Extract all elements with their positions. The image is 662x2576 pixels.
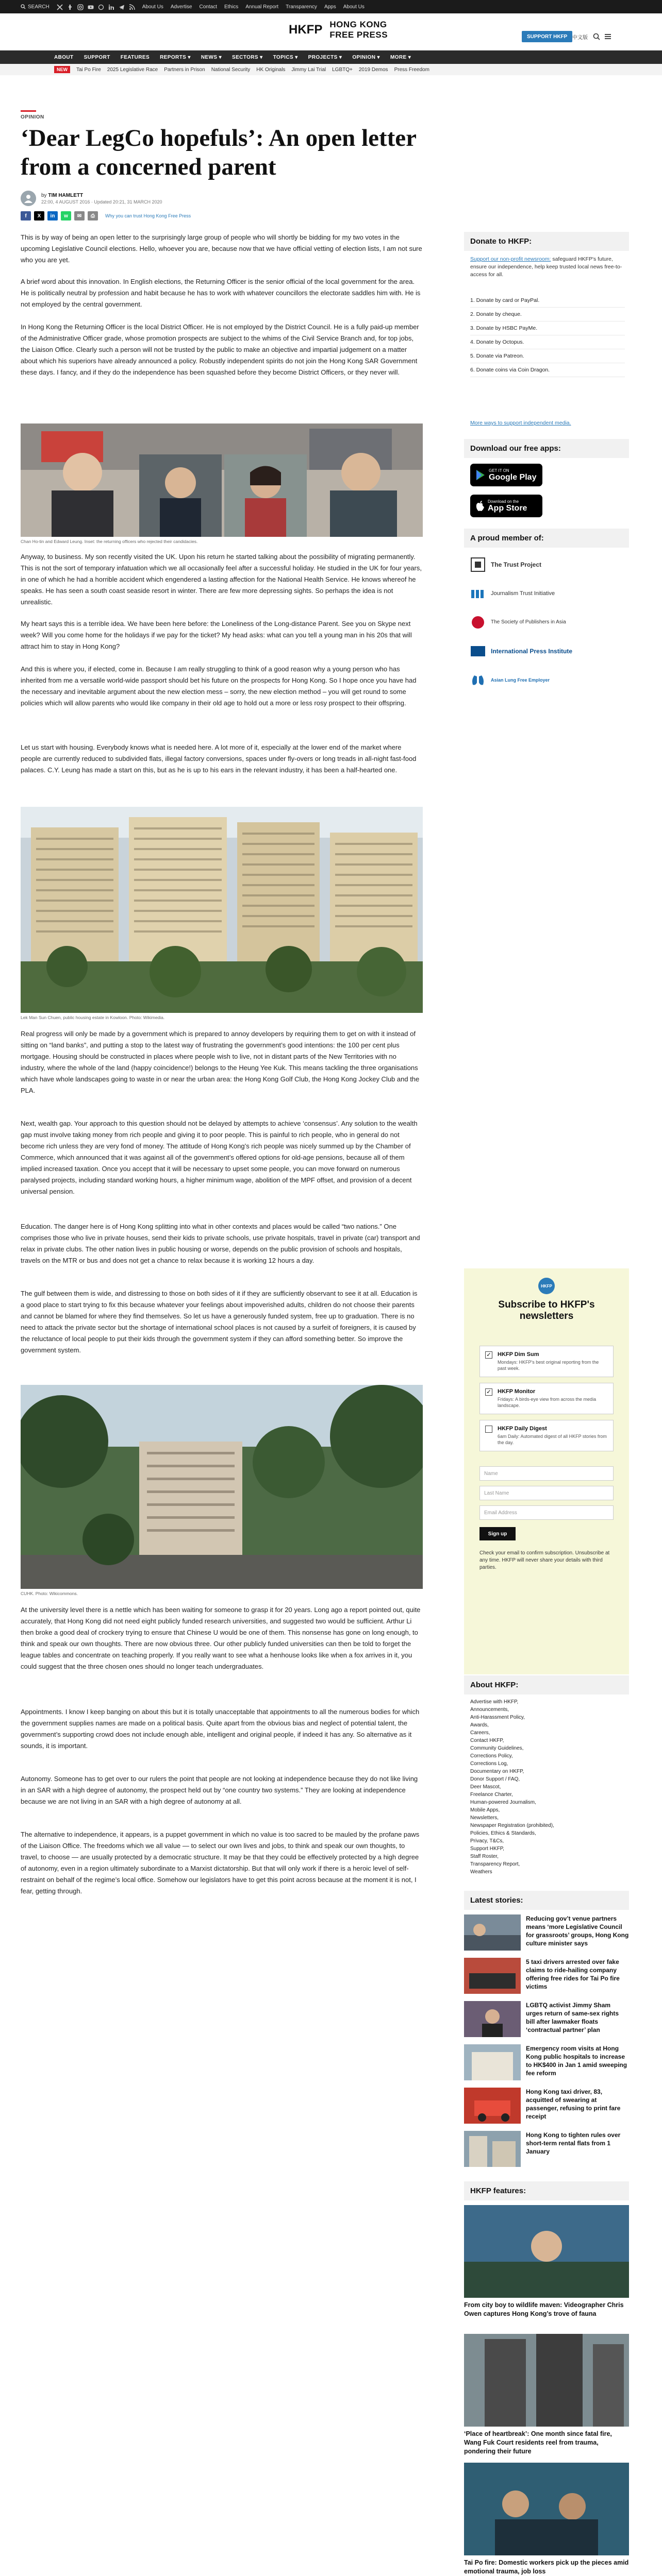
trend-link[interactable]: Tai Po Fire: [76, 66, 101, 73]
story-thumbnail: [464, 2044, 521, 2080]
about-link[interactable]: Documentary on HKFP,: [470, 1769, 524, 1774]
menu-icon[interactable]: [604, 33, 611, 40]
donate-options: [470, 294, 625, 377]
search-icon: [21, 4, 26, 9]
trend-link[interactable]: Press Freedom: [394, 66, 429, 73]
trend-link[interactable]: 2025 Legislative Race: [107, 66, 158, 73]
donate-option[interactable]: 2. Donate by cheque.: [470, 308, 625, 321]
apps-heading: Download our free apps:: [464, 439, 629, 458]
story-title: Reducing gov’t venue partners means ‘more Legislative Council for grassroots’ groups, Hong Kong culture minister says: [526, 1915, 629, 1947]
trending-bar: [0, 64, 662, 75]
article-paragraph: Anyway, to business. My son recently visited the UK. Upon his return he started talking about the possibility of migrating permanently. This is not the sort of temporary infatuation which we all occasionally feel after a successful holiday. He studied in the UK for four years, in one of which he had a horrible accident which engendered a lasting affection for the National Health Service. He knows whereof he speaks. He has seen a south coast seaside resort in winter. There are few more depressing sights. So perhaps the idea is not unrealistic.: [21, 553, 422, 606]
site-header: [0, 13, 662, 50]
util-link-transparency[interactable]: Transparency: [286, 4, 317, 10]
x-icon[interactable]: [57, 4, 63, 10]
util-link-contact[interactable]: Contact: [199, 4, 217, 10]
about-link[interactable]: Advertise with HKFP,: [470, 1699, 519, 1705]
newsletter-option-dim-sum[interactable]: [479, 1346, 614, 1377]
article-paragraph: This is by way of being an open letter to the surprisingly large group of people who will shortly be bidding for my two votes in the upcoming Legislative Council elections. Hello, whoever you are, because now that we have official vetting of election lists, I am not sure who you are yet.: [21, 233, 422, 264]
share-whatsapp-button[interactable]: w: [61, 211, 71, 221]
lung-logo: [470, 672, 486, 688]
nav-projects[interactable]: PROJECTS ▾: [308, 54, 342, 60]
trend-link[interactable]: LGBTQ+: [332, 66, 353, 73]
share-row: [21, 211, 191, 221]
nav-features[interactable]: FEATURES: [120, 54, 150, 60]
trend-link[interactable]: Partners in Prison: [164, 66, 205, 73]
donate-heading: Donate to HKFP:: [464, 232, 629, 251]
option-name: HKFP Monitor: [498, 1388, 536, 1395]
share-print-button[interactable]: ⎙: [88, 211, 98, 221]
story-thumbnail: [464, 2131, 521, 2167]
about-links: [470, 1698, 625, 1876]
nav-opinion[interactable]: OPINION ▾: [352, 54, 380, 60]
about-link[interactable]: Policies, Ethics & Standards,: [470, 1831, 536, 1836]
about-link[interactable]: Human-powered Journalism,: [470, 1800, 536, 1805]
search-toggle[interactable]: [21, 4, 49, 10]
article-paragraph: A brief word about this innovation. In English elections, the Returning Officer is the senior official of the local government for the area. He is politically neutral by profession and habit because he has to work with whatever councillors the electorate saddles him with. He is not employed by the central government.: [21, 278, 421, 308]
latest-story[interactable]: [464, 2044, 629, 2082]
article-paragraph: And this is where you, if elected, come in. Because I am really struggling to think of a good reason why a young person who has inherited from me a versatile world-wide passport should bet his future on the prospects for Hong Kong. So I hope once you have had the necessary and inevitable argument about the new election mess – sorry, the new election method – you will get round to some policies which will allow parents who would like company in their old age to hold out a more or less rosy prospect to their offspring.: [21, 665, 417, 707]
trend-link[interactable]: 2019 Demos: [358, 66, 388, 73]
about-link[interactable]: Donor Support / FAQ,: [470, 1776, 520, 1782]
article-title: ‘Dear LegCo hopefuls’: An open letter from a concerned parent: [21, 125, 417, 180]
option-name: HKFP Daily Digest: [498, 1426, 547, 1432]
author-name[interactable]: TIM HAMLETT: [48, 192, 84, 198]
latest-story[interactable]: [464, 1958, 629, 1996]
feature-title: ‘Place of heartbreak’: One month since fatal fire, Wang Fuk Court residents reel from trauma, pondering their future: [464, 2430, 612, 2455]
about-link[interactable]: Corrections Log,: [470, 1761, 508, 1767]
latest-story[interactable]: [464, 2131, 629, 2169]
feature-image: [464, 2463, 629, 2555]
photo-caption: CUHK. Photo: Wikicommons.: [21, 1591, 78, 1596]
util-link-ethics[interactable]: Ethics: [224, 4, 239, 10]
donate-intro-link[interactable]: Support our non-profit newsroom:: [470, 256, 551, 262]
about-link[interactable]: Contact HKFP,: [470, 1738, 504, 1743]
article-photo-cuhk: [21, 1385, 423, 1589]
story-thumbnail: [464, 2088, 521, 2124]
about-link[interactable]: Staff Roster,: [470, 1854, 499, 1859]
about-heading: About HKFP:: [464, 1675, 629, 1694]
donate-option[interactable]: 1. Donate by card or PayPal.: [470, 294, 625, 308]
donate-intro: [470, 256, 625, 279]
nav-news[interactable]: NEWS ▾: [201, 54, 222, 60]
story-title: Hong Kong to tighten rules over short-term rental flats from 1 January: [526, 2131, 621, 2155]
author-prefix: by: [41, 192, 47, 198]
photo-caption: Chan Ho-tin and Edward Leung. Inset: the returning officers who rejected their candidacies.: [21, 539, 198, 544]
member-label: The Trust Project: [491, 561, 542, 568]
donate-option[interactable]: 5. Donate via Patreon.: [470, 349, 625, 363]
about-link[interactable]: Announcements,: [470, 1707, 509, 1713]
article-paragraph: In Hong Kong the Returning Officer is the local District Officer. He is not employed by the District Council. He is a fully paid-up member of the Administrative Officer grade, whose promotion prospects are subject to the whims of the Civil Service Branch and, for top jobs, the Liaison Office. Clearly such a person will not be trusted by the public to make an objective and impartial judgement on a matter about which his superiors have already announced a policy. Robustly independent spirits do not join the Hong Kong SAR Government these days. I fancy, and if they do the independence has been squashed before they become District Officers, or they never will.: [21, 323, 419, 376]
app-store-small: Download on the: [488, 499, 519, 504]
about-link[interactable]: Support HKFP,: [470, 1846, 504, 1852]
latest-story[interactable]: [464, 1914, 629, 1953]
linkedin-icon[interactable]: [108, 4, 114, 10]
about-link[interactable]: Privacy, T&Cs,: [470, 1838, 504, 1844]
app-store-button[interactable]: [470, 495, 542, 517]
features-heading: HKFP features:: [464, 2181, 629, 2200]
member-label: The Society of Publishers in Asia: [491, 619, 566, 625]
option-desc: 6am Daily: Automated digest of all HKFP stories from the day.: [498, 1434, 607, 1445]
member-sopa[interactable]: [470, 611, 625, 634]
story-thumbnail: [464, 2001, 521, 2037]
option-name: HKFP Dim Sum: [498, 1351, 539, 1358]
author-avatar[interactable]: [21, 191, 36, 206]
newsletter-option-monitor[interactable]: [479, 1383, 614, 1414]
donate-option[interactable]: 4. Donate by Octopus.: [470, 335, 625, 349]
share-linkedin-button[interactable]: in: [47, 211, 58, 221]
photo-caption: Lek Man Sun Chuen, public housing estate in Kowloon. Photo: Wikimedia.: [21, 1015, 165, 1020]
updated-date: Updated 20:21, 31 MARCH 2020: [94, 199, 162, 205]
option-desc: Mondays: HKFP's best original reporting from the past week.: [498, 1360, 599, 1371]
threads-icon[interactable]: [98, 4, 104, 10]
member-jti[interactable]: [470, 582, 625, 605]
util-link-about[interactable]: About Us: [142, 4, 163, 10]
about-link[interactable]: Corrections Policy,: [470, 1753, 513, 1759]
util-link-about-us[interactable]: About Us: [343, 4, 365, 10]
trend-link[interactable]: HK Originals: [256, 66, 286, 73]
article-photo-housing-estate: [21, 807, 423, 1013]
email-input[interactable]: Email Address: [479, 1505, 614, 1520]
nav-about[interactable]: ABOUT: [54, 54, 74, 60]
share-x-button[interactable]: X: [34, 211, 44, 221]
feature-title: Tai Po fire: Domestic workers pick up the pieces amid emotional trauma, job loss: [464, 2559, 629, 2575]
member-label: Journalism Trust Initiative: [491, 590, 555, 597]
feature-image: [464, 2205, 629, 2298]
trend-link[interactable]: Jimmy Lai Trial: [291, 66, 326, 73]
story-thumbnail: [464, 1958, 521, 1994]
article-paragraph: Real progress will only be made by a government which is prepared to annoy developers by requiring them to get on with it instead of sitting on “land banks”, and putting a stop to the latest way of frustrating the government’s good intentions: the 100 per cent plus mortgage. Housing should be constructed in places where people wish to live, not in distant parts of the New Territories with no industry, where the whole of the land (happy coincidence!) belongs to the Heung Yee Kuk. This means tackling the three organisations which have whole landscapes going to waste in or near the urban area: the Hong Kong Golf Club, the Hong Kong Jockey Club and the PLA.: [21, 1030, 420, 1094]
donate-option[interactable]: 6. Donate coins via Coin Dragon.: [470, 363, 625, 377]
google-play-icon: [475, 469, 486, 481]
article-paragraph: Education. The danger here is of Hong Kong splitting into what in other contexts and places would be called “two nations.” One comprises those who live in private houses, send their kids to private schools, use private hospitals, travel in private (car) transport and relax in private clubs. The other nation lives in public housing or worse, depends on the public provision of schools and hospitals, travels on the MTR or bus and does not get a chance to relax because it is working 12 hours a day.: [21, 1223, 420, 1264]
member-trust-project[interactable]: [470, 553, 625, 576]
about-link[interactable]: Mobile Apps,: [470, 1807, 500, 1813]
about-link[interactable]: Newsletters,: [470, 1815, 499, 1821]
article-paragraph: Next, wealth gap. Your approach to this question should not be delayed by attempts to achieve ‘consensus’. Any solution to the wealth gap must involve taking money from rich people and giving it to poor people. This is painful to rich people, who in general do not become rich unless they are very fond of money. The attitude of Hong Kong’s rich people was nicely summed up by the Chamber of Commerce, which announced that it was against all of the government’s offered options for old-age pensions, because all of them implied increased taxation. Once you accept that it will be necessary to upset some people, you can move forward on numerous paralysed projects, including standard working hours, a higher minimum wage, abolition of the MPF offset, and provision of a decent universal pension.: [21, 1120, 418, 1195]
member-ipi[interactable]: [470, 640, 625, 663]
top-utility-bar: [0, 0, 662, 13]
sign-up-button[interactable]: Sign up: [479, 1527, 516, 1540]
about-link[interactable]: Awards,: [470, 1722, 489, 1728]
latest-story[interactable]: [464, 2001, 629, 2039]
feature-title: From city boy to wildlife maven: Videographer Chris Owen captures Hong Kong’s trove of fauna: [464, 2301, 624, 2317]
donate-option[interactable]: 3. Donate by HSBC PayMe.: [470, 321, 625, 335]
logo-line-2: FREE PRESS: [329, 30, 388, 40]
social-links: [57, 4, 135, 10]
trend-link[interactable]: National Security: [211, 66, 251, 73]
about-link[interactable]: Newspaper Registration (prohibited),: [470, 1823, 554, 1828]
section-label[interactable]: OPINION: [21, 114, 44, 120]
article-paragraph: The alternative to independence, it appears, is a puppet government in which no value is too sacred to be mauled by the profane paws of the Liaison Office. The freedoms which we all value — to select our own lives and jobs, to think and speak our own thoughts, to travel, to choose — are usually protected by a democratic structure. It may be that they could be effectively protected by a high degree of autonomy, even in a region ultimately subordinate to a Marxist dictatorship. But that will only work if there is a heroic level of self-restraint on behalf of the regime’s local office. Somehow our legislators have to get this point across because at the moment it is not, I fear, getting through.: [21, 1831, 420, 1895]
article-paragraph: Let us start with housing. Everybody knows what is needed here. A lot more of it, especially at the lower end of the market where people are currently reduced to subdivided flats, illegal factory conversions, spaces under fly-overs or long treads in all-night fast-food palaces. C.Y. Leung has made a start on this, but as he is up to his ears in the relevant industry, it has been a half-hearted one.: [21, 743, 417, 774]
newsletter-option-daily-digest[interactable]: [479, 1420, 614, 1451]
nav-support[interactable]: SUPPORT: [84, 54, 110, 60]
article-paragraph: My heart says this is a terrible idea. We have been here before: the Loneliness of the Long-distance Parent. See you on Skype next week? Will you come home for the holidays if we pay for the ticket? My head asks: what can you tell a young man in his 20s that will attract him to stay in Hong Kong?: [21, 620, 412, 650]
about-link[interactable]: Deer Mascot,: [470, 1784, 501, 1790]
section-rule: [21, 110, 36, 112]
story-title: LGBTQ activist Jimmy Sham urges return of same-sex rights bill after lawmaker floats ‘contractual partner’ plan: [526, 2002, 619, 2033]
site-logo[interactable]: [289, 20, 388, 40]
feature-story[interactable]: [464, 2334, 629, 2456]
util-link-advertise[interactable]: Advertise: [170, 4, 192, 10]
newsletter-note: Check your email to confirm subscription. Unsubscribe at any time. HKFP will never share your details with third parties.: [479, 1550, 610, 1570]
sopa-logo: [470, 615, 486, 630]
byline: by TIM HAMLETT 22:00, 4 AUGUST 2016 · Updated 20:21, 31 MARCH 2020: [21, 191, 162, 206]
share-email-button[interactable]: ✉: [74, 211, 85, 221]
member-label: International Press Institute: [491, 648, 573, 655]
trust-project-logo: [470, 557, 486, 572]
main-navigation: [0, 50, 662, 64]
last-name-input[interactable]: Last Name: [479, 1486, 614, 1500]
donate-intro-text: safeguard HKFP's future, ensure our independence, help keep trusted local news free-to-access for all.: [470, 256, 622, 278]
nav-topics[interactable]: TOPICS ▾: [273, 54, 298, 60]
about-link[interactable]: Careers,: [470, 1730, 490, 1736]
youtube-icon[interactable]: [88, 4, 94, 10]
jti-logo: [470, 586, 486, 601]
story-title: Emergency room visits at Hong Kong public hospitals to increase to HK$400 in Jan 1 amid sweeping fee reform: [526, 2045, 627, 2077]
new-badge: NEW: [54, 66, 70, 73]
about-link[interactable]: Community Guidelines,: [470, 1745, 524, 1751]
about-link[interactable]: Weathers: [470, 1869, 492, 1875]
latest-story[interactable]: [464, 2088, 629, 2126]
newsletter-title: Subscribe to HKFP's newsletters: [498, 1299, 595, 1321]
article-paragraph: At the university level there is a nettle which has been waiting for someone to grasp it for 20 years. Long ago a report pointed out, quite accurately, that Hong Kong did not need eight publicly funded research universities, and suggested two would be sufficient. Arthur Li then broke a good deal of crockery trying to ensure that Chinese U would be one of them. This nonsense has gone on long enough, to think and speak our own thoughts. There are now obvious three. Our other publicly funded universities can then be told to forget the league tables and concentrate on teaching properly. If you really want to see what a henhouse looks like when a fox arrives in it, you could suggest that the three chosen ones should no longer teach undergraduates.: [21, 1606, 421, 1670]
logo-abbr: HKFP: [289, 23, 323, 37]
language-switch[interactable]: 中文版: [572, 35, 588, 41]
share-facebook-button[interactable]: f: [21, 211, 31, 221]
nav-sectors[interactable]: SECTORS ▾: [232, 54, 263, 60]
google-play-button[interactable]: [470, 464, 542, 486]
util-link-apps[interactable]: Apps: [324, 4, 336, 10]
trust-link[interactable]: Why you can trust Hong Kong Free Press: [105, 213, 191, 218]
feature-image: [464, 2334, 629, 2427]
article-photo-candidates: [21, 423, 423, 537]
donate-more-link[interactable]: More ways to support independent media.: [470, 420, 571, 426]
article-paragraph: The gulf between them is wide, and distressing to those on both sides of it if they are sufficiently observant to see it at all. Education is a good place to start trying to fix this because whatever your feelings about impoverished adults, children do not choose their parents and cannot be blamed for where they find themselves. So let us have a generously funded system, free up to graduation. There is no need to attack the private sector but the shortage of international school places is not caused by a surfeit of foreigners, it is caused by the reluctance of local people to put their kids through the government system if they can afford something better. So improve the government system.: [21, 1290, 418, 1354]
about-link[interactable]: Anti-Harassment Policy,: [470, 1715, 525, 1720]
logo-line-1: HONG KONG: [329, 20, 387, 29]
newsletter-logo: HKFP: [538, 1278, 555, 1294]
about-link[interactable]: Transparency Report,: [470, 1861, 520, 1867]
util-link-annual-report[interactable]: Annual Report: [245, 4, 279, 10]
app-store-big: App Store: [488, 503, 527, 513]
apple-icon: [475, 500, 485, 512]
checkbox[interactable]: [485, 1426, 492, 1433]
google-play-big: Google Play: [489, 472, 537, 482]
checkbox[interactable]: ✓: [485, 1388, 492, 1396]
feature-story[interactable]: [464, 2463, 629, 2576]
latest-heading: Latest stories:: [464, 1891, 629, 1910]
facebook-icon[interactable]: [67, 4, 73, 10]
member-heading: A proud member of:: [464, 529, 629, 548]
story-title: Hong Kong taxi driver, 83, acquitted of swearing at passenger, refusing to print fare receipt: [526, 2088, 621, 2120]
google-play-small: GET IT ON: [489, 468, 509, 473]
search-label: SEARCH: [28, 4, 49, 10]
donate-more: [470, 419, 625, 427]
instagram-icon[interactable]: [77, 4, 84, 10]
support-hkfp-button[interactable]: SUPPORT HKFP: [522, 31, 572, 42]
checkbox[interactable]: ✓: [485, 1351, 492, 1359]
about-link[interactable]: Freelance Charter,: [470, 1792, 513, 1798]
story-title: 5 taxi drivers arrested over fake claims to ride-hailing company offering free rides for Tai Po fire victims: [526, 1958, 620, 1990]
article-paragraph: Appointments. I know I keep banging on about this but it is totally unacceptable that appointments to all the numerous bodies for which the government supplies names are made on a political basis. Quite apart from the obvious bias and neglect of potential talent, the government’s supporting crowd does not include enough able, intelligent and original people, if indeed it has any. So alternative as it sounds, it is important.: [21, 1708, 420, 1750]
member-asian-lung[interactable]: [470, 669, 625, 691]
member-label: Asian Lung Free Employer: [491, 677, 550, 683]
search-icon[interactable]: [593, 33, 600, 40]
nav-reports[interactable]: REPORTS ▾: [160, 54, 191, 60]
option-desc: Fridays: A birds-eye view from across the media landscape.: [498, 1397, 597, 1408]
newsletter-signup: [464, 1268, 629, 1674]
name-input[interactable]: Name: [479, 1466, 614, 1481]
publish-date: 22:00, 4 AUGUST 2016: [41, 199, 90, 205]
story-thumbnail: [464, 1914, 521, 1951]
rss-icon[interactable]: [129, 4, 135, 10]
article-paragraph: Autonomy. Someone has to get over to our rulers the point that people are not looking at independence because they do not like living in an SAR with a high degree of autonomy, the prospect held out by “one country two systems.” They are looking at independence because we are not living in an SAR with a high degree of autonomy at all.: [21, 1775, 418, 1805]
nav-more[interactable]: MORE ▾: [390, 54, 411, 60]
ipi-logo: [470, 643, 486, 659]
feature-story[interactable]: [464, 2205, 629, 2318]
telegram-icon[interactable]: [119, 4, 125, 10]
person-icon: [24, 194, 33, 203]
